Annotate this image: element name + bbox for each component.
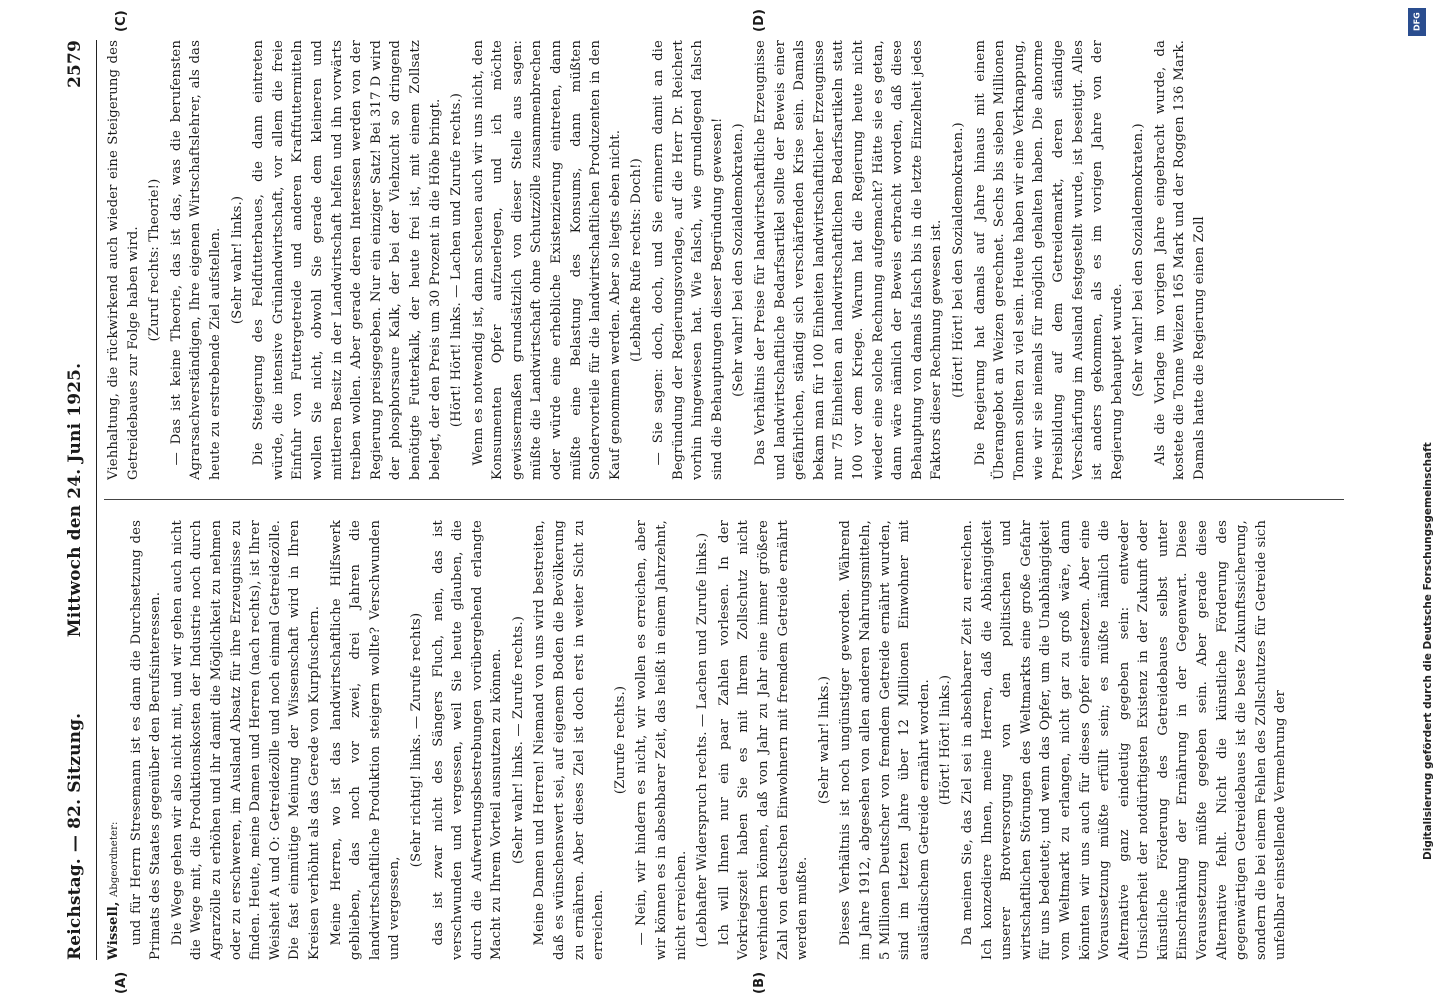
left-interjection: (Lebhafter Widerspruch rechts. — Lachen und Zurufe links.) bbox=[695, 532, 711, 948]
left-speaker-line bbox=[104, 520, 125, 960]
left-paragraph: Da meinen Sie, das Ziel sei in absehbarer Zeit zu erreichen. Ich konzediere Ihnen, meine Herren, daß die Abhängigkeit unserer Brotversorgung von den politischen und wirtschaftlichen Störungen des Weltmarkts eine große Gefahr für uns bedeutet; und wenn das Opfer, um die Unabhängigkeit vom Weltmarkt zu erlangen, nicht gar zu groß wäre, dann könnten wir uns auch für dieses Opfer einsetzen. Aber eine Voraussetzung müßte erfüllt sein; es müßte nämlich die Alternative ganz eindeutig gegeben sein: entweder Unsicherheit der notdürftigsten Existenz in der Zukunft oder künstliche Förderung des Getreidebaues selbst unter Einschränkung der Ernährung in der Gegenwart. Diese Voraussetzung müßte gegeben sein. Aber gerade diese Alternative fehlt. Nicht die künstliche Förderung des gegenwärtigen Getreidebaues ist die beste Zukunftssicherung, sondern die bei einem Fehlen des Zollschutzes für Getreide sich unfehlbar einstellende Vermehrung der bbox=[959, 520, 1289, 960]
right-interjection: (Lebhafte Rufe rechts: Doch!) bbox=[629, 158, 645, 362]
page-number: 2579 bbox=[65, 40, 85, 88]
right-paragraph: Viehhaltung, die rückwirkend auch wieder eine Steigerung des Getreidebaues zur Folge haben wird. bbox=[106, 40, 141, 480]
left-paragraph: Meine Herren, wo ist das landwirtschaftliche Hilfswerk geblieben, das noch vor zwei, drei Jahren die landwirtschaftliche Produktion steigern wollte? Verschwunden und vergessen, bbox=[328, 520, 403, 960]
column-divider bbox=[104, 499, 1344, 500]
rotated-document-page bbox=[60, 8, 1360, 994]
header-left: Reichstag. — 82. Sitzung. bbox=[65, 712, 85, 960]
left-interjection: (Sehr richtig! links. — Zurufe rechts) bbox=[408, 612, 424, 868]
left-paragraph: Dieses Verhältnis ist noch ungünstiger geworden. Während im Jahre 1912, abgesehen von allen anderen Nahrungsmitteln, 5 Millionen Deutscher von fremdem Getreide ernährt wurden, sind im letzten Jahre über 12 Millionen Einwohner mit ausländischem Getreide ernährt worden. bbox=[838, 520, 932, 960]
margin-marker-d: (D) bbox=[752, 8, 767, 32]
right-paragraph: Wenn es notwendig ist, dann scheuen auch wir uns nicht, den Konsumenten Opfer aufzuerlegen, und ich möchte gewissermaßen grundsätzlich von dieser Stelle aus sagen: müßte die Landwirtschaft ohne Schutzzölle zusammenbrechen oder würde eine erhebliche Existenzierung eintreten, dann müßte eine Belastung des Konsums, dann müßten Sondervorteile für die landwirtschaftlichen Produzenten in den Kauf genommen werden. Aber so liegts eben nicht. bbox=[470, 40, 623, 480]
right-paragraph: Die Regierung hat damals auf Jahre hinaus mit einem Überangebot an Weizen gerechnet. Sechs bis sieben Millionen Tonnen sollten zu viel sein. Heute haben wir eine Verknappung, wie wir sie niemals für möglich gehalten haben. Die abnorme Preisbildung auf dem Getreidemarkt, deren ständige Verschärfung im Ausland festgestellt wurde, ist beseitigt. Alles ist anders gekommen, als es im vorigen Jahre von der Regierung behauptet wurde. bbox=[972, 40, 1125, 480]
left-paragraph: Meine Damen und Herren! Niemand von uns wird bestreiten, daß es wünschenswert sei, auf eigenem Boden die Bevölkerung zu ernähren. Aber dieses Ziel ist doch erst in weiter Sicht zu erreichen. bbox=[532, 520, 607, 960]
speaker-note: Abgeordneter: bbox=[109, 821, 120, 898]
right-paragraph: — Sie sagen: doch, doch, und Sie erinnern damit an die Begründung der Regierungsvorlage, auf die Herr Dr. Reichert vorhin hingewiesen hat. Wie falsch, wie grundlegend falsch sind die Behauptungen dieser Begründung gewesen! bbox=[651, 40, 725, 480]
left-paragraph: Ich will Ihnen nur ein paar Zahlen vorlesen. In der Vorkriegszeit haben Sie es mit Ihrem Zollschutz nicht verhindern können, daß von Jahr zu Jahr eine immer größere Zahl von deutschen Einwohnern mit fremdem Getreide ernährt werden mußte. bbox=[716, 520, 811, 960]
left-paragraph: Die Wege gehen wir also nicht mit, und wir gehen auch nicht die Wege mit, die Produktionskosten der Industrie noch durch Agrarzölle zu erhöhen und ihr damit die Möglichkeit zu nehmen oder zu erschweren, im Ausland Absatz für ihre Erzeugnisse zu finden. Heute, meine Damen und Herren (nach rechts), ist Ihrer Weisheit A und O: Getreidezölle und noch einmal Getreidezölle. Die fast einmütige Meinung der Wissenschaft wird in Ihren Kreisen verhöhnt als das Gerede von Kurpfuschern. bbox=[169, 520, 322, 960]
left-interjection: (Sehr wahr! links.) bbox=[816, 675, 832, 805]
right-interjection: (Sehr wahr! bei den Sozialdemokraten.) bbox=[1131, 123, 1147, 397]
left-interjection: (Hört! Hört! links.) bbox=[938, 674, 954, 806]
right-column bbox=[104, 40, 1344, 480]
right-interjection: (Hört! Hört! bei den Sozialdemokraten.) bbox=[950, 122, 966, 398]
left-paragraph: und für Herrn Stresemann ist es dann die Durchsetzung des Primats des Staates gegenüber den Berufsinteressen. bbox=[128, 520, 164, 960]
right-paragraph: Die Steigerung des Feldfutterbaues, die dann eintreten würde, die intensive Grünlandwirtschaft, vor allem die freie Einfuhr von Futtergetreide und anderen Kraftfuttermitteln wollen Sie nicht, obwohl Sie gerade dem kleineren und mittleren Besitz in der Landwirtschaft helfen und ihn vorwärts treiben wollen. Aber gerade deren Interessen werden von der Regierung preisgegeben. Nur ein einziger Satz! Bei 317 D wird der phosphorsaure Kalk, der bei der Viehzucht so dringend benötigte Futterkalk, der heute frei ist, mit einem Zollsatz belegt, der den Preis um 30 Prozent in die Höhe bringt. bbox=[251, 40, 443, 480]
right-interjection: (Zuruf rechts: Theorie!) bbox=[147, 178, 163, 342]
left-paragraph: — Nein, wir hindern es nicht, wir wollen es erreichen, aber wir können es in absehbarer Zeit, das heißt in einem Jahrzehnt, nicht erreichen. bbox=[634, 520, 689, 960]
header-rule bbox=[96, 40, 97, 960]
right-paragraph: Als die Vorlage im vorigen Jahre eingebracht wurde, da kostete die Tonne Weizen 165 Mark und der Roggen 136 Mark. Damals hatte die Regierung einen Zoll bbox=[1152, 40, 1208, 480]
left-column bbox=[104, 520, 1344, 960]
dfg-logo-icon: DFG bbox=[1408, 8, 1426, 36]
page-header bbox=[60, 40, 96, 960]
margin-marker-c: (C) bbox=[114, 10, 129, 32]
right-interjection: (Hört! Hört! links. — Lachen und Zurufe rechts.) bbox=[449, 92, 465, 428]
right-paragraph: — Das ist keine Theorie, das ist das, was die berufensten Agrarsachverständigen, Ihre eigenen Wirtschaftslehrer, als das heute zu erstrebende Ziel aufstellen. bbox=[168, 40, 223, 480]
right-paragraph: Das Verhältnis der Preise für landwirtschaftliche Erzeugnisse und landwirtschaftliche Bedarfsartikel sollte der Beweis einer gefährlichen, ständig sich verschärfenden Krise sein. Damals bekam man für 100 Einheiten landwirtschaftlicher Erzeugnisse nur 75 Einheiten an landwirtschaftlichen Bedarfsartikeln statt 100 vor dem Kriege. Warum hat die Regierung heute nicht wieder eine solche Rechnung aufgemacht? Hätte sie es getan, dann wäre nämlich der Beweis erbracht worden, daß diese Behauptung von damals falsch bis in die letzte Einzelheit jedes Faktors dieser Rechnung gewesen ist. bbox=[753, 40, 945, 480]
header-date: Mittwoch den 24. Juni 1925. bbox=[65, 362, 85, 638]
right-interjection: (Sehr wahr! bei den Sozialdemokraten.) bbox=[731, 123, 747, 397]
credit-text: Digitalisierung gefördert durch die Deutsche Forschungsgemeinschaft bbox=[1422, 442, 1434, 860]
right-interjection: (Sehr wahr! links.) bbox=[229, 195, 245, 325]
margin-marker-a: (A) bbox=[114, 971, 129, 994]
speaker-name: Wissell, bbox=[106, 901, 121, 960]
digitization-credit bbox=[1406, 0, 1434, 1000]
left-paragraph: das ist zwar nicht des Sängers Fluch, nein, das ist verschwunden und vergessen, weil Sie heute glauben, die durch die Aufwertungsbestrebungen vorübergehend erlangte Macht zu Ihrem Vorteil ausnutzen zu können. bbox=[430, 520, 505, 960]
left-interjection: (Sehr wahr! links. — Zurufe rechts.) bbox=[510, 616, 526, 864]
margin-marker-b: (B) bbox=[752, 971, 767, 994]
left-interjection: (Zurufe rechts.) bbox=[612, 685, 628, 795]
